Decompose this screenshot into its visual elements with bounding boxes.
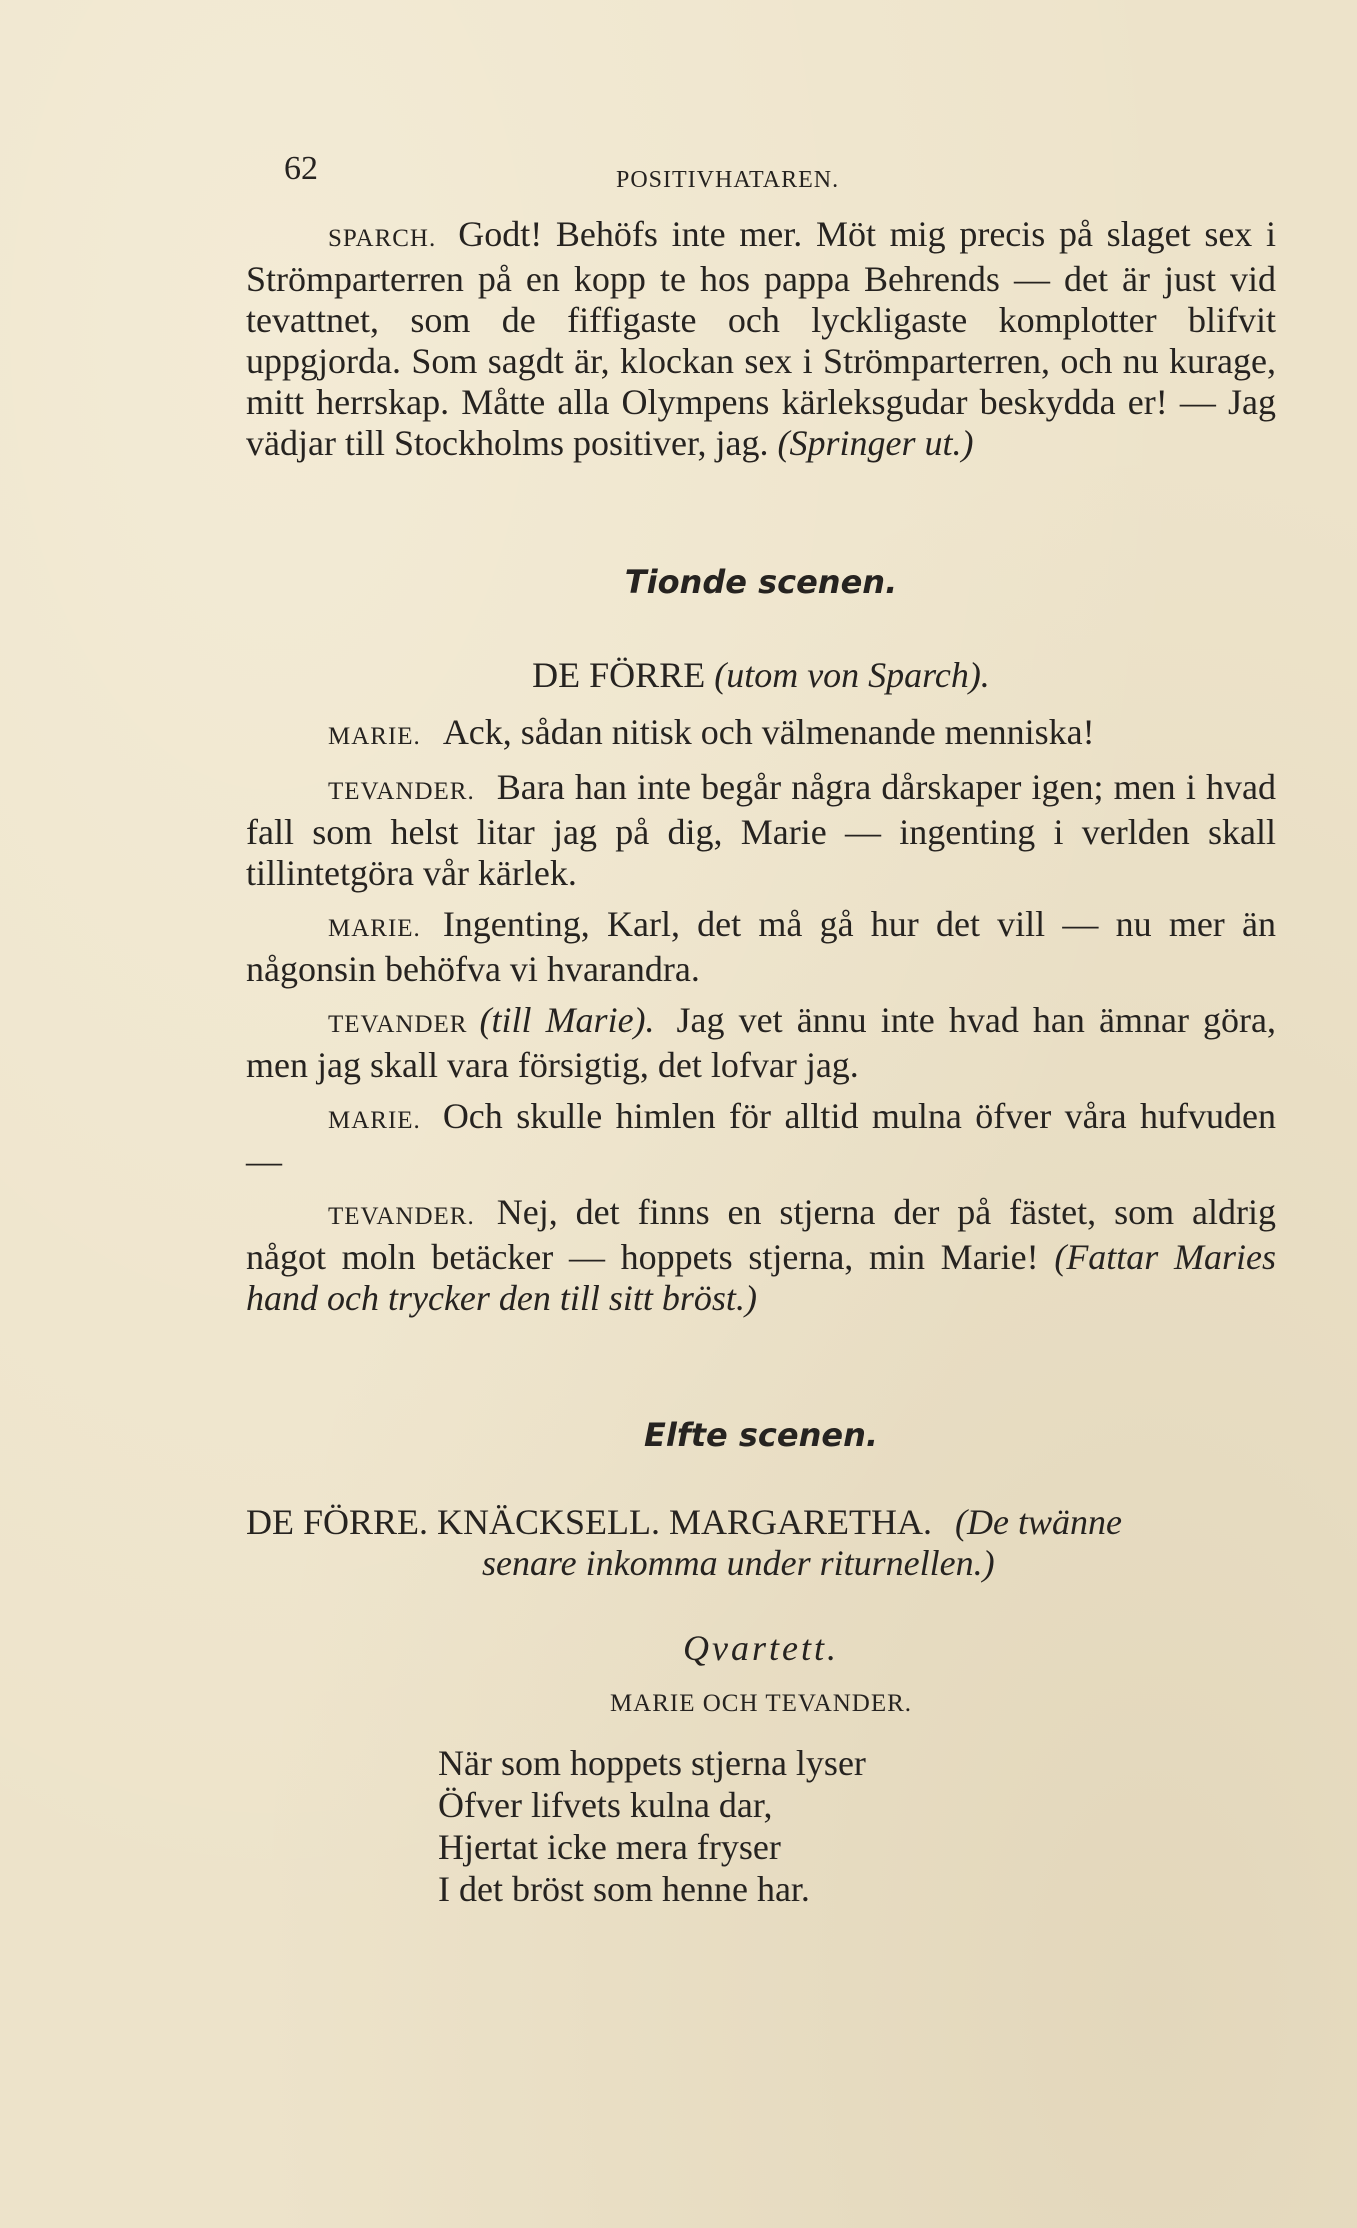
song-title: Qvartett.: [683, 1628, 839, 1668]
cast-main: DE FÖRRE: [532, 655, 706, 695]
verse-line: Hjertat icke mera fryser: [438, 1827, 781, 1867]
cast-note: (utom von Sparch).: [714, 655, 990, 695]
speech-text: Jag vet ännu inte hvad han ämnar göra, men jag skall vara försigtig, det lofvar jag.: [246, 1000, 1276, 1085]
singers: MARIE OCH TEVANDER.: [609, 1690, 913, 1717]
speech: [246, 1192, 1276, 1319]
cast-note: senare inkomma under riturnellen.): [482, 1543, 995, 1583]
cast-note-continued: [482, 1543, 1276, 1584]
speech-text: Ingenting, Karl, det må gå hur det vill — nu mer än någonsin behöfva vi hvarandra.: [246, 904, 1276, 989]
opening-speech: [246, 214, 1276, 464]
speech-text: Bara han inte begår några dårskaper igen; men i hvad fall som helst litar jag på dig, Marie — ingenting i verlden skall tillintetgöra vår kärlek.: [246, 767, 1276, 893]
stage-direction: (Fattar Maries hand och trycker den till sitt bröst.): [246, 1237, 1276, 1318]
speaker-name: TEVANDER: [328, 1011, 468, 1038]
scene-title-tionde: Tionde scenen.: [624, 563, 898, 601]
page-number: 62: [284, 150, 318, 187]
verse-line: Öfver lifvets kulna dar,: [438, 1785, 773, 1825]
speaker-name: MARIE.: [328, 1107, 421, 1134]
speech-text: Godt! Behöfs inte mer. Möt mig precis på slaget sex i Strömparterren på en kopp te hos pappa Behrends — det är just vid tevattnet, som de fiffigaste och lyckligaste komplotter blifvit uppgjorda. Som sagdt är, klockan sex i Strömparterren, och nu kurage, mitt herrskap. Måtte alla Olympens kärleksgudar beskydda er! — Jag vädjar till Stockholms positiver, jag.: [246, 214, 1276, 463]
page-header: [246, 148, 1276, 198]
page-content: [246, 148, 1276, 1910]
scene-title-elfte: Elfte scenen.: [643, 1416, 879, 1454]
speech-text: Ack, sådan nitisk och välmenande menniska!: [442, 712, 1095, 752]
speaker-name: MARIE.: [328, 723, 421, 750]
stage-direction: (till Marie).: [479, 1000, 655, 1040]
speech: [246, 904, 1276, 990]
speech: [246, 1000, 1276, 1086]
running-head: POSITIVHATAREN.: [616, 167, 840, 193]
scene-cast: [246, 655, 1276, 696]
speech: [246, 1096, 1276, 1182]
speech-text: Och skulle himlen för alltid mulna öfver våra hufvuden —: [246, 1096, 1276, 1181]
speech: [246, 712, 1276, 757]
cast-main: DE FÖRRE. KNÄCKSELL. MARGARETHA.: [246, 1502, 933, 1542]
speaker-name: TEVANDER.: [328, 778, 475, 805]
verse-line: När som hoppets stjerna lyser: [438, 1743, 866, 1783]
scene-cast: [246, 1502, 1276, 1543]
verse: [438, 1742, 1276, 1910]
speech: [246, 767, 1276, 894]
speaker-name: TEVANDER.: [328, 1203, 475, 1230]
speech-text: Nej, det finns en stjerna der på fästet, som aldrig något moln betäcker — hoppets stjerna, min Marie!: [246, 1192, 1276, 1277]
speaker-name: MARIE.: [328, 915, 421, 942]
cast-note: (De twänne: [955, 1502, 1122, 1542]
speaker-name: SPARCH.: [328, 225, 437, 252]
verse-line: I det bröst som henne har.: [438, 1869, 810, 1909]
stage-direction: (Springer ut.): [777, 423, 974, 463]
